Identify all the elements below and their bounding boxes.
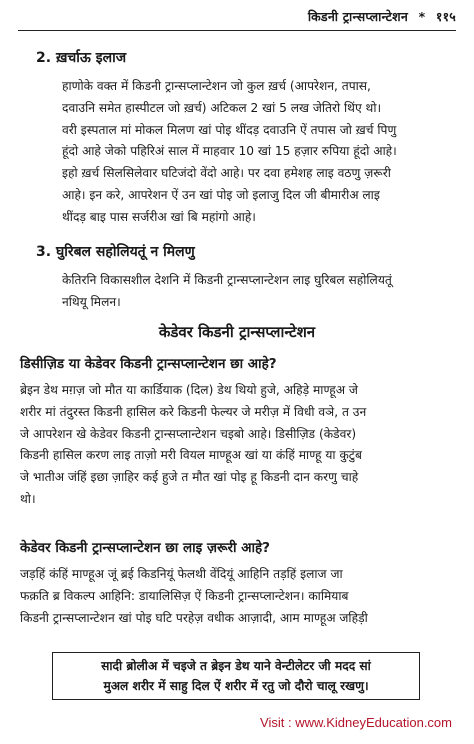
text-line: थींदड़ बाइ पास सर्जरीअ खां बि महांगो आहे।: [62, 209, 256, 224]
text-line: वरी इस्पताल मां मोकल मिलण खां पोइ थींदड़ दवाउनि ऐं तपास जो ख़र्च पिणु: [62, 122, 397, 137]
section-2-heading: [36, 48, 126, 67]
question-2-heading: केडेवर किडनी ट्रान्सप्लान्टेशन छा लाइ ज़रूरी आहे?: [20, 540, 270, 556]
callout-line-1: सादी ब्रोलीअ में चइजे त ब्रेइन डेथ याने वेन्टीलेटर जी मदद सां: [101, 659, 371, 673]
text-line: किडनी ट्रान्सप्लान्टेशन खां पोइ घटि परहेज़ वधीक आज़ादी, आम माण्हूअ जहिड़ी: [20, 610, 368, 625]
header-separator: *: [418, 9, 426, 24]
text-line: शरीर मां तंदुरस्त किडनी हासिल करे किडनी फेल्यर जे मरीज़ में विधी वञे, त उन: [20, 404, 367, 419]
text-line: इहो ख़र्च सिलसिलेवार घटिजंदो वेंदो आहे। पर दवा हमेशह लाइ वठणु ज़रूरी: [62, 166, 391, 181]
question-1-body: [20, 380, 454, 511]
section-3-title: घुरिबल सहोलियतूं न मिलणु: [55, 244, 195, 260]
footer-website-link[interactable]: Visit : www.KidneyEducation.com: [260, 715, 452, 730]
section-3-number: 3.: [36, 244, 52, 260]
section-3-heading: [36, 242, 195, 261]
text-line: फक़ति ब्र विकल्प आहिनि: डायालिसिज़ ऐं किडनी ट्रान्सप्लान्टेशन। कामियाब: [20, 588, 349, 603]
header-rule: [18, 30, 456, 31]
text-line: जे आपरेशन खे केडेवर किडनी ट्रान्सप्लान्टेशन चइबो आहे। डिसीज़िड (केडेवर): [20, 426, 357, 441]
cadaver-section-title: केडेवर किडनी ट्रान्सप्लान्टेशन: [158, 323, 316, 341]
text-line: आहे। इन करे, आपरेशन ऐं उन खां पोइ जो इलाजु दिल जी बीमारीअ लाइ: [62, 187, 380, 202]
text-line: थो।: [20, 491, 36, 506]
section-2-body: [62, 76, 454, 229]
section-2-title: ख़र्चाऊ इलाज: [55, 50, 127, 66]
question-2-body: [20, 564, 454, 629]
callout-box: [52, 652, 420, 700]
text-line: हूंदो आहे जेको पहिरिअं साल में माहवार 10 खां 15 हज़ार रुपिया हूंदो आहे।: [62, 144, 397, 159]
running-header: [308, 8, 456, 25]
text-line: जे भातीअ जंहिं इछा ज़ाहिर कई हुजे त मौत खां पोइ हू किडनी दान करणु चाहे: [20, 470, 359, 485]
text-line: दवाउनि समेत हास्पीटल जो ख़र्च) अटिकल 2 खां 5 लख जेतिरो थिंए थो।: [62, 100, 382, 115]
text-line: ब्रेइन डेथ मग़ज़ जो मौत या कार्डियाक (दिल) डेथ थियो हुजे, अहिड़े माण्हूअ जे: [20, 383, 358, 397]
header-title: किडनी ट्रान्सप्लान्टेशन: [307, 9, 409, 24]
section-3-body: [62, 270, 454, 314]
callout-line-2: मुअल शरीर में साहु दिल ऐं शरीर में रतु जो दौरो चालू रखणु।: [103, 679, 369, 693]
text-line: नथियू मिलन।: [62, 294, 121, 309]
question-1-heading: डिसीज़िड या केडेवर किडनी ट्रान्सप्लान्टेशन छा आहे?: [20, 356, 277, 372]
section-2-number: 2.: [36, 50, 52, 66]
page-number: ११५: [435, 9, 456, 24]
text-line: किडनी हासिल करण लाइ ताज़ो मरी वियल माण्हूअ खां या कंहिं माण्हू या कुटुंब: [20, 448, 362, 463]
text-line: हाणोके वक्त में किडनी ट्रान्सप्लान्टेशन जो कुल ख़र्च (आपरेशन, तपास,: [62, 79, 371, 93]
text-line: केतिरनि विकासशील देशनि में किडनी ट्रान्सप्लान्टेशन लाइ घुरिबल सहोलियतूं: [62, 273, 392, 287]
text-line: जड़हिं कंहिं माण्हूअ जूं ब्रई किडनियूं फेलथी वेंदियूं आहिनि तड़हिं इलाज जा: [20, 567, 343, 581]
